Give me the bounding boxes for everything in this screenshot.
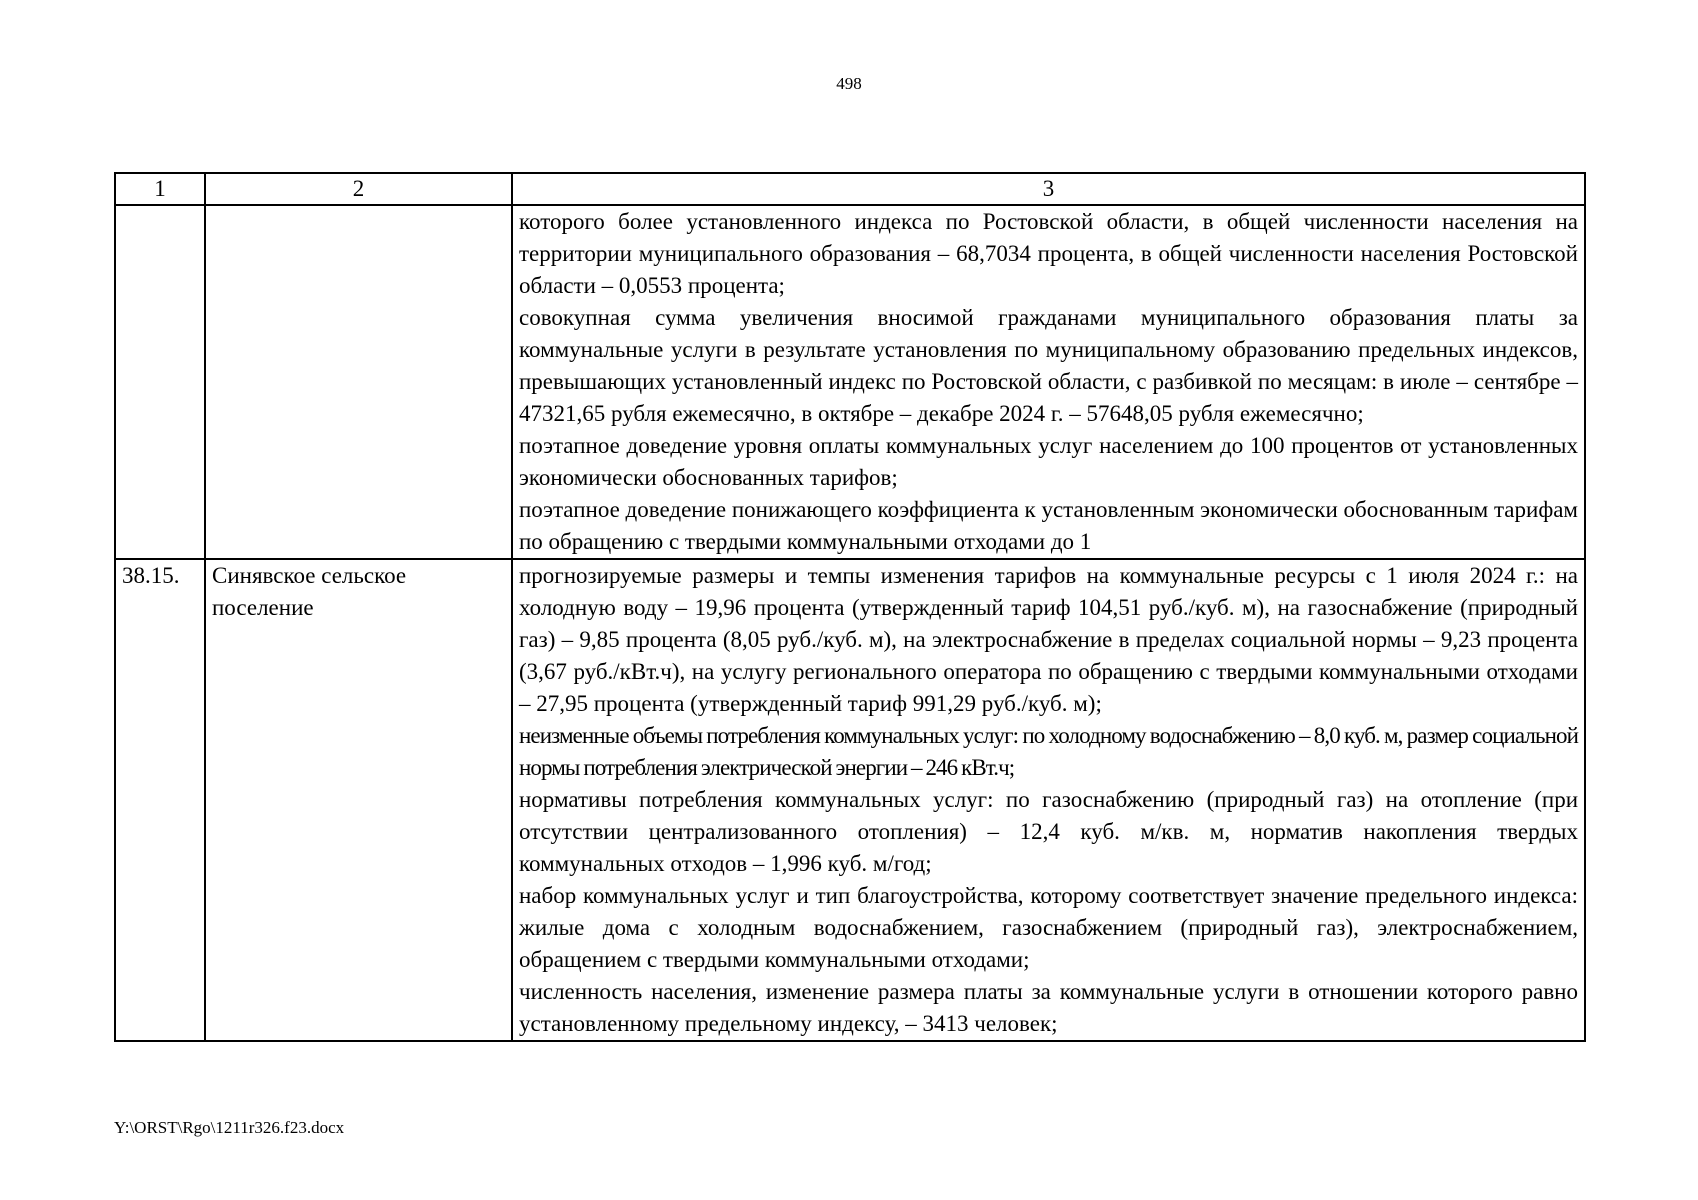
description-paragraph: совокупная сумма увеличения вносимой гражданами муниципального образования платы за коммунальные услуги в результате установления по муниципальному образованию предельных индексов, превышающих установленный индекс по Ростовской области, с разбивкой по месяцам: в июле – сентябре – 47321,65 рубля ежемесячно, в октябре – декабре 2024 г. – 57648,05 рубля ежемесячно; [519,305,1578,426]
description-paragraph: нормативы потребления коммунальных услуг: по газоснабжению (природный газ) на отопление (при отсутствии централизованного отопления) – 12,4 куб. м/кв. м, норматив накопления твердых коммунальных отходов – 1,996 куб. м/год; [519,787,1578,876]
description-paragraph: численность населения, изменение размера платы за коммунальные услуги в отношении которого равно установленному предельному индексу, – 3413 человек; [519,979,1578,1036]
settlement-name-cell: Синявское сельское поселение [205,559,512,1041]
row-number-cell: 38.15. [115,559,205,1041]
table-header-row [115,173,1585,205]
row-number-cell [115,205,205,559]
description-paragraph: поэтапное доведение понижающего коэффициента к установленным экономически обоснованным тарифам по обращению с твердыми коммунальными отходами до 1 [519,497,1578,554]
settlement-name-cell [205,205,512,559]
description-paragraph: поэтапное доведение уровня оплаты коммунальных услуг населением до 100 процентов от установленных экономически обоснованных тарифов; [519,433,1578,490]
description-paragraph: набор коммунальных услуг и тип благоустройства, которому соответствует значение предельного индекса: жилые дома с холодным водоснабжением, газоснабжением (природный газ), электроснабжением, обращением с твердыми коммунальными отходами; [519,883,1578,972]
column-header-2: 2 [205,173,512,205]
table-row [115,559,1585,1041]
document-table [114,172,1586,1042]
description-paragraph: прогнозируемые размеры и темпы изменения тарифов на коммунальные ресурсы с 1 июля 2024 г.: на холодную воду – 19,96 процента (утвержденный тариф 104,51 руб./куб. м), на газоснабжение (природный газ) – 9,85 процента (8,05 руб./куб. м), на электроснабжение в пределах социальной нормы – 9,23 процента (3,67 руб./кВт.ч), на услугу регионального оператора по обращению с твердыми коммунальными отходами – 27,95 процента (утвержденный тариф 991,29 руб./куб. м); [519,563,1578,716]
description-cell [512,559,1585,1041]
description-paragraph: которого более установленного индекса по Ростовской области, в общей численности населения на территории муниципального образования – 68,7034 процента, в общей численности населения Ростовской области – 0,0553 процента; [519,209,1578,298]
footer-file-path: Y:\ORST\Rgo\1211r326.f23.docx [114,1118,345,1137]
column-header-1: 1 [115,173,205,205]
description-paragraph: неизменные объемы потребления коммунальных услуг: по холодному водоснабжению – 8,0 куб. м, размер социальной нормы потребления электрической энергии – 246 кВт.ч; [519,723,1578,780]
description-cell [512,205,1585,559]
column-header-3: 3 [512,173,1585,205]
table-row [115,205,1585,559]
page-number: 498 [836,74,862,93]
